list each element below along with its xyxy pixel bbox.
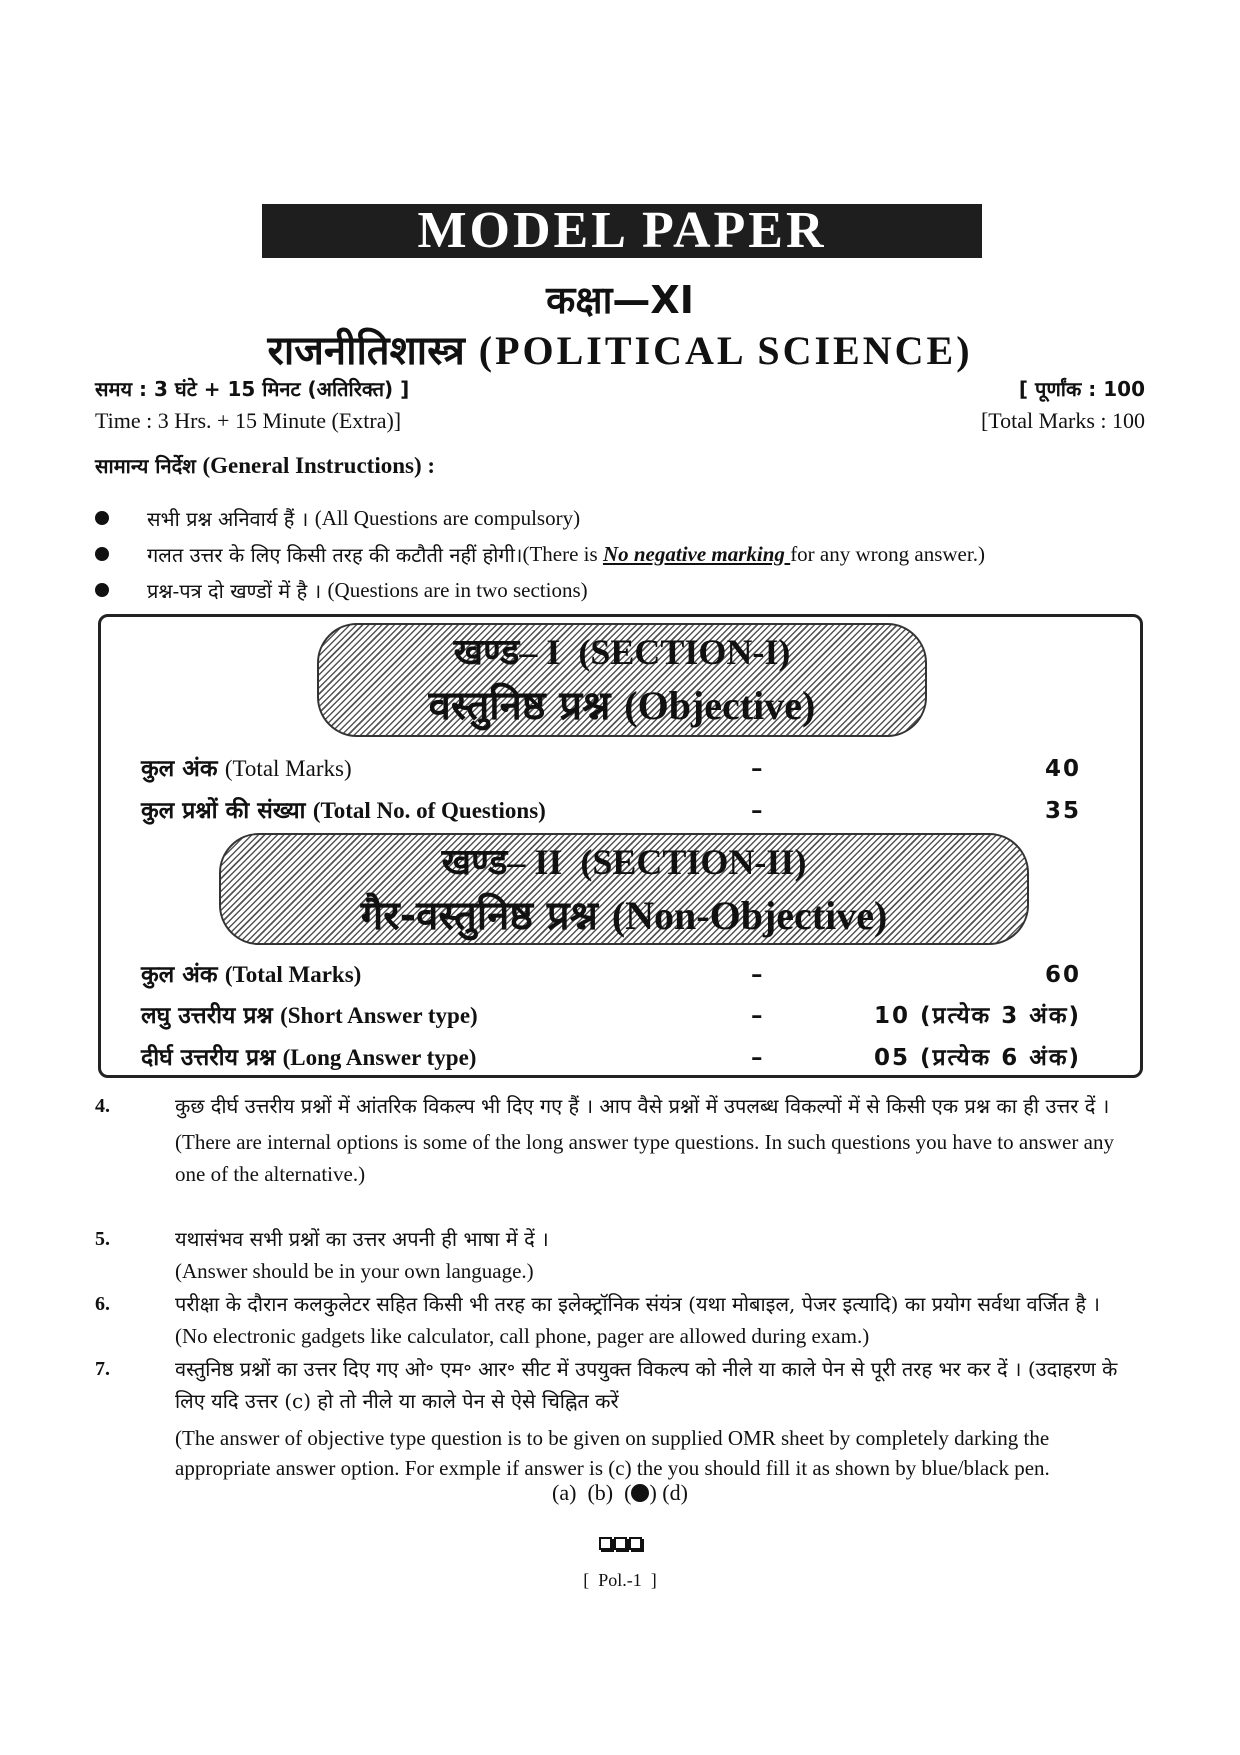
instruction-hindi: कुछ दीर्घ उत्तरीय प्रश्नों में आंतरिक विकल्प भी दिए गए हैं । आप वैसे प्रश्नों में उपलब्ध विकल्पों में से किसी एक प्रश्न का ही उत्तर दें । [175,1094,1110,1118]
section-2-long-answer-row [141,1040,1081,1076]
row-label-english: (Total No. of Questions) [312,798,546,823]
row-value: 05 (प्रत्येक 6 अंक) [873,1045,1081,1071]
row-label-hindi: कुल प्रश्नों की संख्या [141,798,306,824]
bullet-english: (Questions are in two sections) [327,577,588,602]
instruction-number: 6. [95,1293,110,1315]
section-1-total-questions-row [141,793,1081,829]
row-dash: – [751,1044,763,1071]
section-1-total-marks-row [141,751,1081,787]
section-2-label-hindi: खण्ड [441,842,508,883]
row-value: 10 (प्रत्येक 3 अंक) [873,1003,1081,1029]
section-2-label-english: – II (SECTION-II) [507,842,807,882]
row-label-english: (Total Marks) [224,962,362,987]
subject-hindi: राजनीतिशास्त्र [267,328,465,374]
instruction-english: (The answer of objective type question is to be given on supplied OMR sheet by completely darking the appropriate answer option. For exmple if answer is (c) the you should fill it as shown by blue/black pen. [175,1426,1050,1480]
row-dash: – [751,797,763,824]
row-label-hindi: कुल अंक [141,756,218,782]
general-instructions-heading [95,452,1145,479]
instruction-hindi: परीक्षा के दौरान कलकुलेटर सहित किसी भी तरह का इलेक्ट्रॉनिक संयंत्र (यथा मोबाइल, पेजर इत्यादि) का प्रयोग सर्वथा वर्जित है । [175,1292,1100,1316]
section-1-label-hindi: खण्ड [453,632,520,673]
instruction-english: (There are internal options is some of the long answer type questions. In such questions you have to answer any one of the alternative.) [175,1130,1114,1186]
row-label-english: (Short Answer type) [280,1003,478,1028]
bullet-hindi: प्रश्न-पत्र दो खण्डों में है । [147,578,322,603]
page-number: [ Pol.-1 ] [583,1570,657,1590]
bullet-item [95,500,1155,536]
bullet-item [95,572,1155,608]
class-title: कक्षा—XI [546,278,694,322]
instruction-4 [95,1090,1145,1190]
instruction-number: 5. [95,1228,110,1250]
bullet-list [95,500,1155,608]
bullet-dot-icon [95,511,109,525]
instruction-number: 4. [95,1095,110,1117]
time-english: Time : 3 Hrs. + 15 Minute (Extra)] [95,408,402,433]
row-value: 60 [1044,962,1081,988]
subject-english: (POLITICAL SCIENCE) [478,328,973,373]
row-dash: – [751,1002,763,1029]
bullet-hindi: सभी प्रश्न अनिवार्य हैं । [147,506,309,531]
row-value: 40 [1044,756,1081,782]
bullet-dot-icon [95,547,109,561]
time-marks-english-row [95,408,1145,434]
section-2-type-hindi: गैर-वस्तुनिष्ठ प्रश्न [360,893,598,939]
time-marks-hindi-row [95,375,1145,402]
section-1-type-english: (Objective) [624,683,816,728]
row-label-hindi: लघु उत्तरीय प्रश्न [141,1003,273,1029]
option-c-close: ) [649,1480,657,1505]
marks-hindi: [ पूर्णांक : 100 [1018,377,1145,401]
bullet-english: (There is [522,541,603,566]
instructions-heading-english: (General Instructions) : [202,453,436,478]
bullet-english: for any wrong answer.) [790,541,985,566]
bullet-dot-icon [95,583,109,597]
time-hindi: समय : 3 घंटे + 15 मिनट (अतिरिक्त) ] [95,377,410,401]
bullet-item [95,536,1155,572]
row-dash: – [751,961,763,988]
row-label-english: (Long Answer type) [282,1045,477,1070]
model-paper-banner: MODEL PAPER [262,204,982,258]
option-c [624,1480,657,1505]
section-2-short-answer-row [141,998,1081,1034]
instruction-7 [95,1353,1145,1483]
omr-example-options [0,1480,1240,1506]
option-c-open: ( [624,1480,632,1505]
no-negative-marking-emphasis: No negative marking [602,541,791,566]
instructions-heading-hindi: सामान्य निर्देश [95,454,196,478]
option-b: (b) [587,1480,614,1505]
option-d: (d) [662,1480,688,1505]
sections-box [98,614,1143,1078]
section-1-label-english: – I (SECTION-I) [519,632,791,672]
row-dash: – [751,755,763,782]
instruction-hindi: वस्तुनिष्ठ प्रश्नों का उत्तर दिए गए ओ॰ एम॰ आर॰ सीट में उपयुक्त विकल्प को नीले या काले पेन से पूरी तरह भर कर दें । (उदाहरण के लिए यदि उत्तर (c) हो तो नीले या काले पेन से ऐसे चिह्नित करें [175,1357,1118,1413]
instruction-english: (Answer should be in your own language.) [175,1259,534,1283]
section-1-heading [317,623,927,737]
row-value: 35 [1044,798,1081,824]
row-label-english: (Total Marks) [224,756,352,781]
row-label-hindi: कुल अंक [141,962,218,988]
instruction-english: (No electronic gadgets like calculator, call phone, pager are allowed during exam.) [175,1324,870,1348]
instruction-6 [95,1288,1145,1352]
bullet-english: (All Questions are compulsory) [314,505,581,530]
subject-title [0,324,1240,378]
filled-bubble-icon [631,1484,649,1502]
row-label-hindi: दीर्घ उत्तरीय प्रश्न [141,1045,276,1071]
section-2-type-english: (Non-Objective) [611,893,888,938]
option-a: (a) [552,1480,577,1505]
section-2-total-marks-row [141,957,1081,993]
instruction-number: 7. [95,1358,110,1380]
instruction-hindi: यथासंभव सभी प्रश्नों का उत्तर अपनी ही भाषा में दें । [175,1227,549,1251]
section-2-heading [219,833,1029,945]
instruction-5 [95,1223,1145,1287]
bullet-hindi: गलत उत्तर के लिए किसी तरह की कटौती नहीं होगी। [147,542,523,567]
marks-english: [Total Marks : 100 [980,408,1145,433]
end-marker-squares-icon [0,1535,1240,1554]
section-1-type-hindi: वस्तुनिष्ठ प्रश्न [428,683,611,729]
